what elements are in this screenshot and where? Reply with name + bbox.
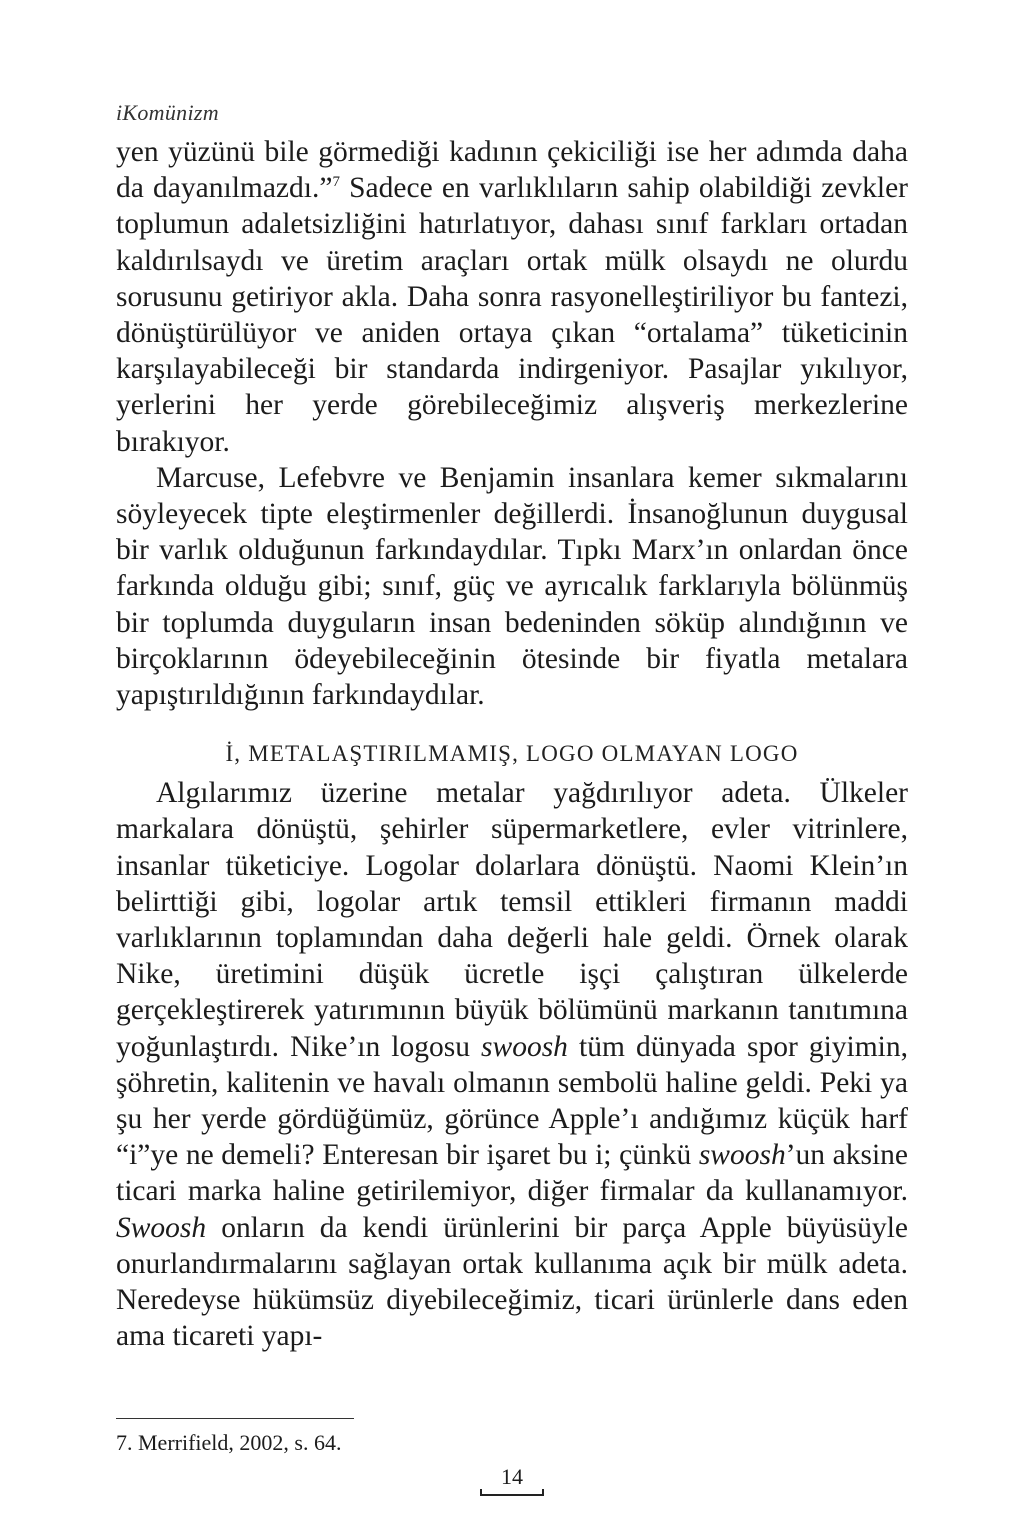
page-number: 14 [501,1464,523,1489]
footnote: 7. Merrifield, 2002, s. 64. [116,1430,342,1455]
paragraph [116,460,908,713]
text-run: onların da kendi ürünlerini bir parça Apple büyüsüyle onurlandırmalarını sağlayan ortak kullanıma açık bir mülk adeta. Neredeyse hükümsüz diyebileceğimiz, ticari ürünlerle dans eden ama ticareti yapı- [116,1211,908,1353]
text-run: ’un aksine ticari marka haline getirilemiyor, diğer firmalar da kullanamıyor. [116,1139,908,1208]
footnote-divider [116,1418,354,1419]
italic-term: swoosh [481,1030,568,1063]
text-run: Algılarımız üzerine metalar yağdırılıyor adeta. Ülkeler markalara dönüştü, şehirler süpermarketlere, evler vitrinlere, insanlar tüketiciye. Logolar dolarlara dönüştü. Naomi Klein’ın belirttiği gibi, logolar artık temsil ettikleri firmanın maddi varlıklarının toplamından daha değerli hale geldi. Örnek olarak Nike, üretimini düşük ücretle işçi çalıştıran ülkelerde gerçekleştirerek yatırımının büyük bölümünü markanın tanıtımına yoğunlaştırdı. Nike’ın logosu [116,777,908,1063]
text-run: Marcuse, Lefebvre ve Benjamin insanlara kemer sıkmalarını söyleyecek tipte eleştirmenler değillerdi. İnsanoğlunun duygusal bir varlık olduğunun farkındaydılar. Tıpkı Marx’ın onlardan önce farkında olduğu gibi; sınıf, güç ve ayrıcalık farklarıyla bölünmüş bir toplumda duyguların insan bedeninden söküp alındığının ve birçoklarının ödeyebileceğinin ötesinde bir fiyatla metalara yapıştırıldığının farkındaydılar. [116,461,908,712]
text-run: yen yüzünü bile görmediği kadının çekiciliği ise her adımda daha da dayanılmazdı.” [116,136,908,205]
paragraph [116,775,908,1354]
section-heading: İ, METALAŞTIRILMAMIŞ, LOGO OLMAYAN LOGO [225,741,799,767]
footnote-ref: 7 [332,174,340,191]
page-number-ornament [480,1490,544,1496]
paragraph [116,134,908,460]
text-run: tüm dünyada spor giyimin, şöhretin, kalitenin ve havalı olmanın sembolü haline geldi. Peki ya şu her yerde gördüğümüz, görünce Apple’ı andığımız küçük harf “i”ye ne demeli? Enteresan bir işaret bu i; çünkü [116,1030,908,1172]
running-header: iKomünizm [116,100,219,125]
text-run: Sadece en varlıklıların sahip olabildiği zevkler toplumun adaletsizliğini hatırlatıyor, dahası sınıf farkları ortadan kaldırılsaydı ve üretim araçları ortak mülk olsaydı ne olurdu sorusunu getiriyor akla. Daha sonra rasyonelleştiriliyor bu fantezi, dönüştürülüyor ve aniden ortaya çıkan “ortalama” tüketicinin karşılayabileceği bir standarda indirgeniyor. Pasajlar yıkılıyor, yerlerini her yerde görebileceğimiz alışveriş merkezlerine bırakıyor. [116,172,908,458]
body-text [116,134,908,1355]
italic-term: Swoosh [116,1211,207,1244]
italic-term: swoosh [698,1139,786,1172]
